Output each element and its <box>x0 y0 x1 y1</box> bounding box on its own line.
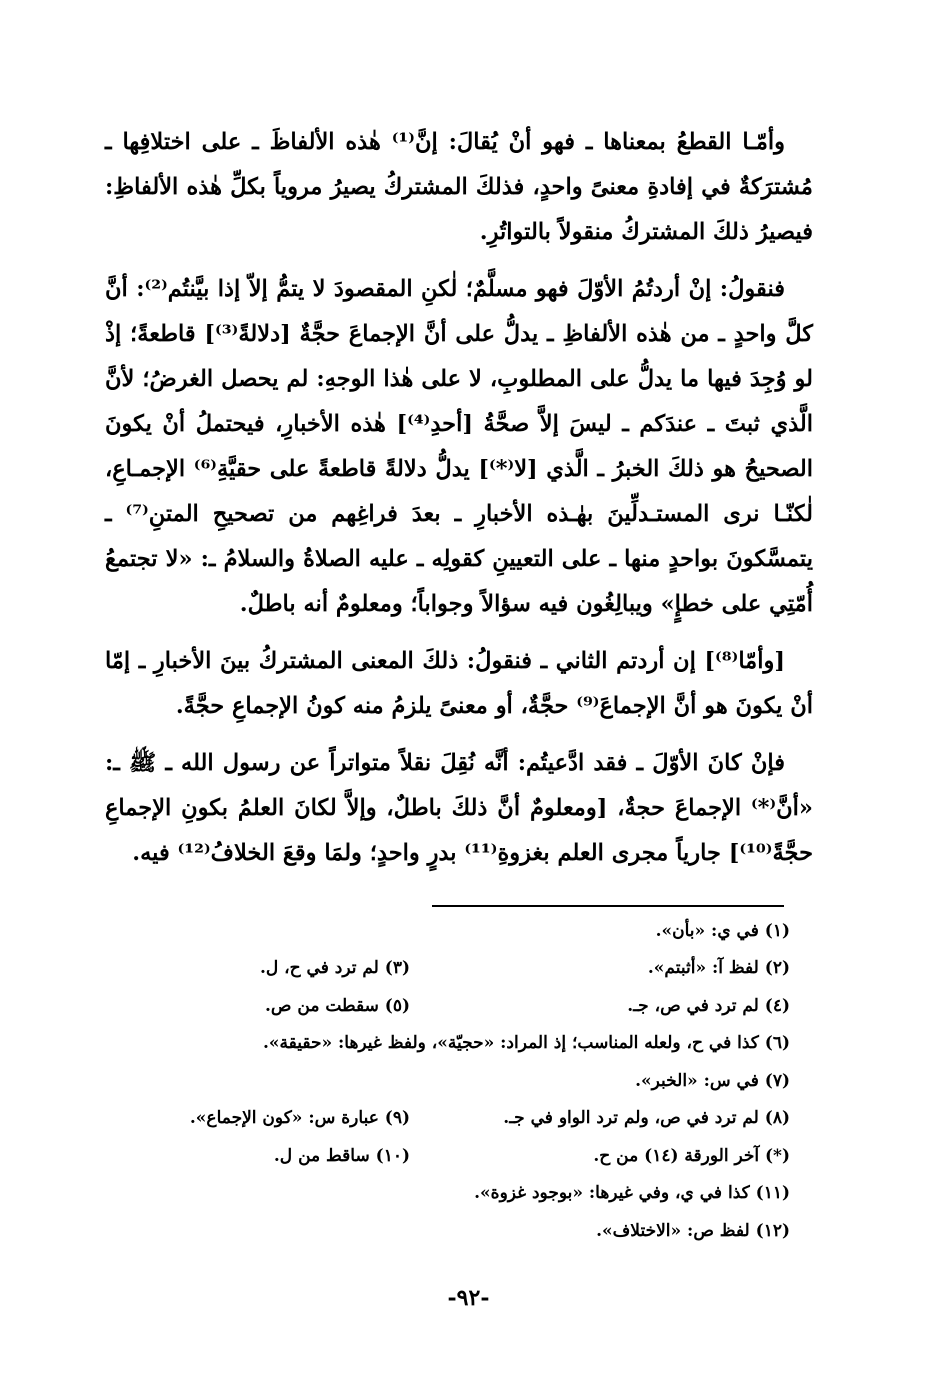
footnote: (١٢) لفظ ص: «الاختلاف». <box>596 1220 790 1241</box>
footnote-row <box>150 1137 790 1175</box>
footnote: (٣) لم ترد في ح، ل. <box>259 958 410 979</box>
footnote: (١) في ي: «بأن». <box>655 920 790 941</box>
footnote-row <box>150 1025 790 1063</box>
footnote-row <box>150 987 790 1025</box>
paragraph-4: فإنْ كانَ الأوّلَ ـ فقد ادَّعيتُم: أنَّه نُقِلَ نقلاً متواتراً عن رسول الله ـ ﷺ ـ: «أنَّ⁽*⁾ الإجماعَ حجةٌ، [ومعلومٌ أنَّ ذلكَ باطلٌ، وإلاَّ لكانَ العلمُ بكونِ الإجماعِ حجَّةً⁽¹⁰⁾] جارياً مجرى العلم بغزوةِ⁽¹¹⁾ بدرٍ واحدٍ؛ ولمَا وقعَ الخلافُ⁽¹²⁾ فيه. <box>105 750 813 866</box>
footnote: (٩) عبارة س: «كون الإجماع». <box>189 1108 410 1129</box>
footnote: (٧) في س: «الخبر». <box>635 1070 790 1091</box>
footnote: (٥) سقطت من ص. <box>265 995 410 1016</box>
footnote: (١١) كذا في ي، وفي غيرها: «بوجود غزوة». <box>474 1183 790 1204</box>
footnote-row <box>150 950 790 988</box>
paragraph-3: [وأمّا⁽⁸⁾] إن أردتم الثاني ـ فنقولُ: ذلكَ المعنى المشتركُ بينَ الأخبارِ ـ إمّا أنْ يكونَ هو أنَّ الإجماعَ⁽⁹⁾ حجَّةٌ، أو معنىً يلزمُ منه كونُ الإجماعِ حجَّةً. <box>105 648 813 719</box>
footnote: (٢) لفظ آ: «أثبتم». <box>647 958 790 979</box>
footnote-row <box>150 912 790 950</box>
footnote-separator <box>432 905 784 907</box>
footnote-row <box>150 1100 790 1138</box>
footnote: (٨) لم ترد في ص، ولم ترد الواو في جـ. <box>503 1108 790 1129</box>
paragraph-2: فنقولُ: إنْ أردتُمُ الأوّلَ فهو مسلَّمٌ؛ لٰكنِ المقصودَ لا يتمُّ إلاّ إذا بيَّنتُم⁽²⁾: أنَّ كلَّ واحدٍ ـ من هٰذه الألفاظِ ـ يدلُّ على أنَّ الإجماعَ حجَّةٌ [دلالةً⁽³⁾] قاطعةً؛ إذْ لو وُجِدَ فيها ما يدلُّ على المطلوبِ، لا على هٰذا الوجهِ: لم يحصل الغرضُ؛ لأنَّ الَّذي ثبتَ ـ عندَكم ـ ليسَ إلاَّ صحَّةُ [أحدِ⁽⁴⁾] هٰذه الأخبارِ، فيحتملُ أنْ يكونَ الصحيحُ هو ذلكَ الخبرُ ـ الَّذي [لا⁽*⁾] يدلُّ دلالةً قاطعةً على حقيَّةِ⁽⁶⁾ الإجمـاعِ، لٰكنّـا نرى المستـدلِّينَ بهٰـذه الأخبارِ ـ بعدَ فراغِهم من تصحيحِ المتنِ⁽⁷⁾ ـ يتمسَّكونَ بواحدٍ منها ـ على التعيينِ كقولِه ـ عليه الصلاةُ والسلامُ ـ: «لا تجتمعُ أُمّتِي على خطإٍ» ويبالِغُون فيه سؤالاً وجواباً؛ ومعلومٌ أنه باطلٌ. <box>105 276 814 617</box>
footnote-row <box>150 1212 790 1250</box>
page-number: -٩٢- <box>447 1285 490 1311</box>
main-text <box>105 120 813 888</box>
footnote: (٦) كذا في ح، ولعله المناسب؛ إذ المراد: «حجيّة»، ولفظ غيرها: «حقيقة». <box>262 1033 790 1054</box>
footnote: (١٠) ساقط من ل. <box>273 1145 410 1166</box>
footnote-row <box>150 1175 790 1213</box>
footnote: (٤) لم ترد في ص، جـ. <box>627 995 790 1016</box>
paragraph-1: وأمّـا القطعُ بمعناها ـ فهو أنْ يُقالَ: إنَّ⁽¹⁾ هٰذه الألفاظَ ـ على اختلافِها ـ مُشترَكةٌ في إفادةِ معنىً واحدٍ، فذلكَ المشتركُ يصيرُ مروياً بكلِّ هٰذه الألفاظِ: فيصيرُ ذلكَ المشتركُ منقولاً بالتواتُرِ. <box>105 129 813 245</box>
footnotes <box>150 912 790 1250</box>
footnote: (*) آخر الورقة (١٤) من ح. <box>593 1145 790 1166</box>
footnote-row <box>150 1062 790 1100</box>
